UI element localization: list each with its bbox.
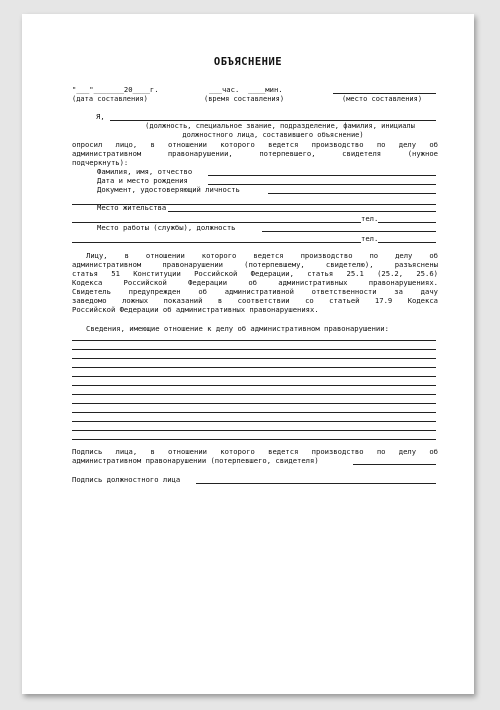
official-signature-label: Подпись должностного лица: [72, 475, 181, 484]
work-line-2[interactable]: [72, 242, 361, 243]
time-hours-field[interactable]: ___час.: [209, 85, 240, 94]
rights-line-3: статья 51 Конституции Российской Федерации, статья 25.1 (25.2, 25.6): [72, 269, 438, 278]
birth-line[interactable]: [208, 184, 436, 185]
time-minutes-field[interactable]: ____мин.: [248, 85, 283, 94]
work-line[interactable]: [262, 231, 436, 232]
writing-line[interactable]: [72, 340, 436, 341]
person-signature-line-2: административном правонарушении (потерпевшего, свидетеля): [72, 456, 319, 465]
intro-line-1: опросил лицо, в отношении которого ведется производство по делу об: [72, 140, 438, 149]
tel-line-2[interactable]: [378, 242, 436, 243]
writing-line[interactable]: [72, 394, 436, 395]
person-signature-line-1: Подпись лица, в отношении которого ведется производство по делу об: [72, 447, 438, 456]
official-signature-field[interactable]: [196, 483, 436, 484]
intro-line-2: административном правонарушении, потерпевшего, свидетеля (нужное: [72, 149, 438, 158]
place-caption: (место составления): [342, 95, 423, 103]
birth-label: Дата и место рождения: [97, 176, 188, 185]
id-document-line[interactable]: [268, 193, 436, 194]
i-label: Я,: [96, 112, 105, 121]
official-caption-2: должностного лица, составившего объяснение): [182, 131, 364, 139]
writing-line[interactable]: [72, 403, 436, 404]
name-label: Фамилия, имя, отчество: [97, 167, 193, 176]
rights-line-5: Свидетель предупрежден об административной ответственности за дачу: [72, 287, 438, 296]
rights-line-1: Лицу, в отношении которого ведется производство по делу об: [86, 251, 438, 260]
writing-line[interactable]: [72, 421, 436, 422]
work-label: Место работы (службы), должность: [97, 223, 236, 232]
document-title: ОБЪЯСНЕНИЕ: [213, 56, 283, 68]
rights-line-6: заведомо ложных показаний в соответствии со статьей 17.9 Кодекса: [72, 296, 438, 305]
rights-line-4: Кодекса Российской Федерации об административных правонарушениях.: [72, 278, 438, 287]
writing-line[interactable]: [72, 412, 436, 413]
writing-line[interactable]: [72, 349, 436, 350]
tel-label-2: тел.: [361, 234, 379, 243]
rights-line-7: Российской Федерации об административных правонарушениях.: [72, 305, 319, 314]
writing-line[interactable]: [72, 367, 436, 368]
tel-label-1: тел.: [361, 214, 379, 223]
residence-label: Место жительства: [97, 203, 167, 212]
residence-line[interactable]: [168, 211, 436, 212]
intro-line-3: подчеркнуть):: [72, 158, 129, 167]
rights-line-2: административном правонарушении (потерпевшему, свидетелю), разъяснены: [72, 260, 438, 269]
tel-line-1[interactable]: [378, 222, 436, 223]
id-document-label: Документ, удостоверяющий личность: [97, 185, 240, 194]
writing-line[interactable]: [72, 430, 436, 431]
date-caption: (дата составления): [72, 95, 148, 103]
writing-line[interactable]: [72, 439, 436, 440]
official-line[interactable]: [110, 120, 436, 121]
info-heading: Сведения, имеющие отношение к делу об административном правонарушении:: [86, 324, 389, 333]
document-page: [22, 14, 474, 694]
person-signature-field[interactable]: [353, 464, 436, 465]
writing-line[interactable]: [72, 376, 436, 377]
name-line[interactable]: [208, 175, 436, 176]
writing-line[interactable]: [72, 385, 436, 386]
official-caption-1: (должность, специальное звание, подразделение, фамилия, инициалы: [145, 122, 415, 130]
date-field[interactable]: "___"_______20____г.: [72, 85, 159, 94]
place-line[interactable]: [333, 93, 436, 94]
explanation-form: [22, 14, 474, 694]
time-caption: (время составления): [204, 95, 285, 103]
writing-line[interactable]: [72, 358, 436, 359]
